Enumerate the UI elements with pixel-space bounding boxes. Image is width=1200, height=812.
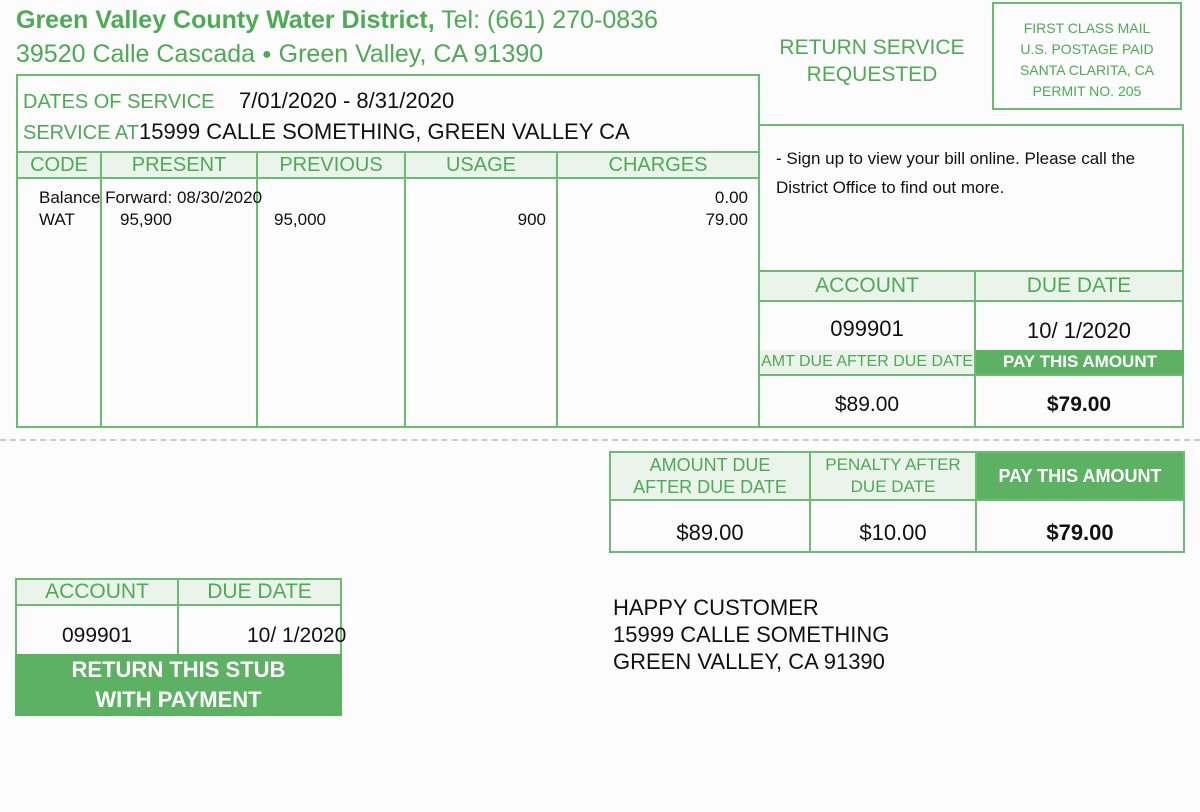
customer-city: GREEN VALLEY, CA 91390: [613, 649, 885, 674]
district-phone: Tel: (661) 270-0836: [441, 6, 658, 34]
address-street: 39520 Calle Cascada: [16, 40, 256, 68]
stub-penalty-value: $10.00: [859, 520, 927, 545]
column-header-code: CODE: [18, 153, 100, 177]
summary-amt-due-after-value: $89.00: [834, 393, 900, 416]
service-at-value: 15999 CALLE SOMETHING, GREEN VALLEY CA: [138, 119, 630, 144]
row-code: WAT: [39, 210, 75, 229]
balance-forward-charge: 0.00: [714, 188, 748, 207]
row-usage: 900: [517, 210, 546, 229]
row-present: 95,900: [120, 210, 172, 229]
summary-account-value: 099901: [830, 316, 904, 341]
customer-street: 15999 CALLE SOMETHING: [613, 622, 890, 647]
return-service-requested: RETURN SERVICE REQUESTED: [779, 36, 965, 86]
summary-due-date-value: 10/ 1/2020: [1027, 318, 1131, 343]
return-stub-banner: RETURN THIS STUB WITH PAYMENT: [15, 654, 342, 716]
postage-line-4: PERMIT NO. 205: [1032, 83, 1142, 99]
address-city: Green Valley, CA 91390: [278, 40, 544, 68]
column-header-charges: CHARGES: [558, 153, 758, 177]
stub-account-label: ACCOUNT: [17, 580, 177, 604]
row-charges: 79.00: [705, 210, 748, 229]
summary-amt-due-after-label: AMT DUE AFTER DUE DATE: [760, 350, 974, 374]
stub-pay-this-amount-value: $79.00: [1046, 520, 1114, 545]
district-address: [16, 40, 543, 69]
dates-of-service-row: [23, 88, 454, 114]
stub-amount-due-after-value: $89.00: [676, 520, 744, 545]
stub-due-date-value: 10/ 1/2020: [247, 624, 347, 647]
row-previous: 95,000: [274, 210, 326, 229]
bill-details-panel: [16, 74, 760, 428]
column-header-previous: PREVIOUS: [258, 153, 404, 177]
stub-due-date-label: DUE DATE: [179, 580, 340, 604]
tear-line: [0, 439, 1200, 441]
service-at-label: SERVICE AT: [23, 122, 139, 144]
summary-account-label: ACCOUNT: [760, 272, 974, 300]
postage-line-1: FIRST CLASS MAIL: [1023, 20, 1151, 36]
column-header-present: PRESENT: [102, 153, 256, 177]
postage-line-3: SANTA CLARITA, CA: [1019, 62, 1155, 78]
summary-pay-this-amount-value: $79.00: [1046, 393, 1112, 416]
dates-of-service-label: DATES OF SERVICE: [23, 91, 215, 113]
bullet-icon: ●: [262, 46, 272, 63]
balance-forward-label: Balance Forward: 08/30/2020: [39, 188, 263, 207]
district-header: [16, 6, 658, 35]
summary-due-date-label: DUE DATE: [976, 272, 1182, 300]
service-at-row: [23, 119, 630, 145]
postage-indicia: [992, 2, 1182, 110]
dates-of-service-value: 7/01/2020 - 8/31/2020: [238, 88, 455, 113]
stub-account-value: 099901: [62, 624, 133, 647]
stub-amount-due-after-label: AMOUNT DUE AFTER DUE DATE: [611, 453, 809, 499]
postage-line-2: U.S. POSTAGE PAID: [1020, 41, 1154, 57]
summary-pay-this-amount-label: PAY THIS AMOUNT: [976, 350, 1184, 374]
district-name: Green Valley County Water District,: [16, 6, 435, 34]
stub-penalty-after-label: PENALTY AFTER DUE DATE: [811, 453, 975, 499]
column-header-usage: USAGE: [406, 153, 556, 177]
customer-name: HAPPY CUSTOMER: [613, 595, 819, 620]
stub-pay-this-amount-label: PAY THIS AMOUNT: [977, 453, 1183, 499]
bill-message: - Sign up to view your bill online. Please call the District Office to find out more.: [776, 149, 1136, 197]
customer-address: [613, 594, 889, 675]
